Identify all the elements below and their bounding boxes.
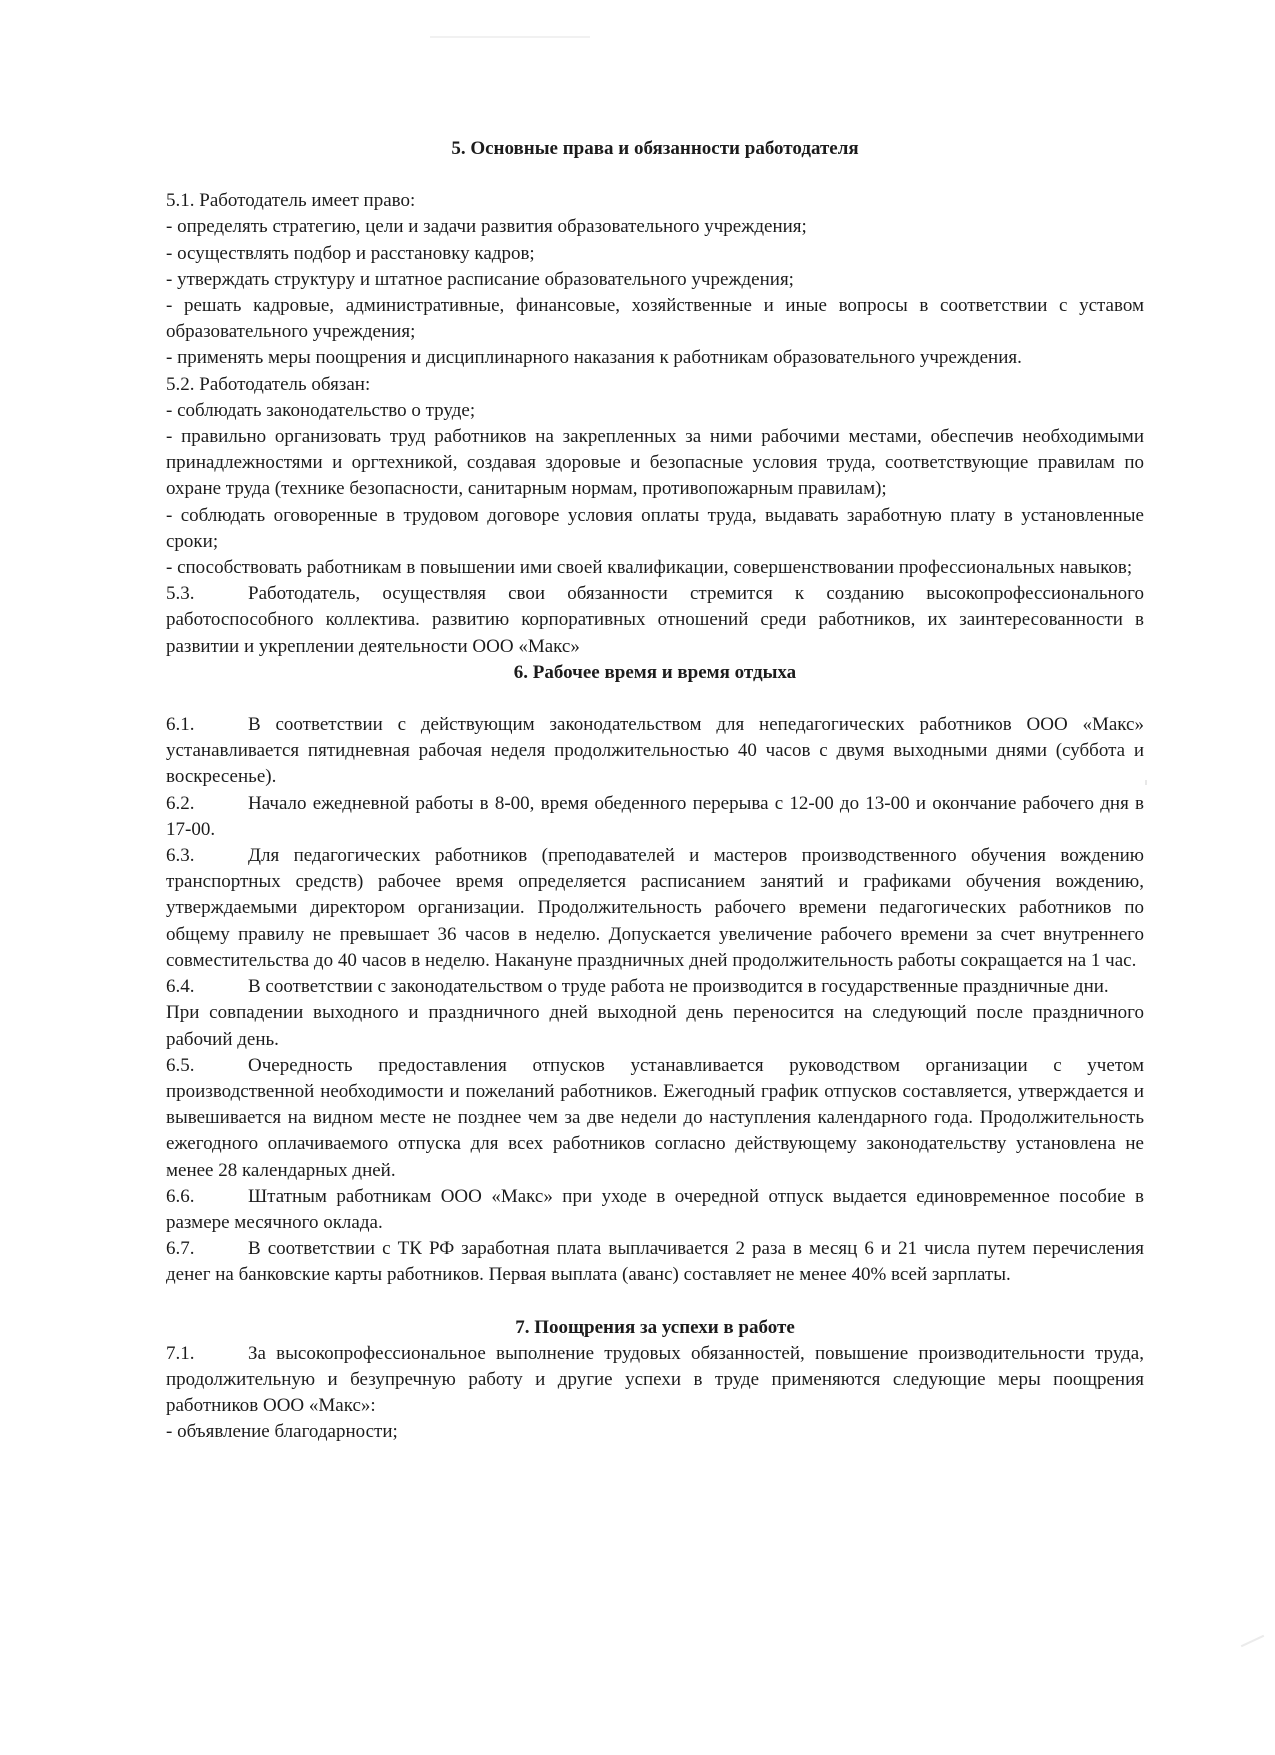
clause-number: 6.7. <box>166 1238 195 1260</box>
clause-text: Начало ежедневной работы в 8-00, время обеденного перерыва с 12-00 до 13-00 и окончание рабочего дня в 17-00. <box>166 792 1144 840</box>
clause-6-6 <box>166 1184 1144 1236</box>
clause-6-1 <box>166 712 1144 791</box>
clause-text: За высокопрофессиональное выполнение трудовых обязанностей, повышение производительности труда, продолжительную и безупречную работу и другие успехи в труде применяются следующие меры поощрения работников ООО «Макс»: <box>166 1342 1144 1417</box>
clause-number: 6.3. <box>166 845 195 867</box>
document-page <box>166 136 1144 1446</box>
clause-6-4 <box>166 974 1144 1000</box>
clause-5-1-item: - осуществлять подбор и расстановку кадров; <box>166 242 535 264</box>
clause-6-7 <box>166 1236 1144 1288</box>
clause-6-2 <box>166 791 1144 843</box>
clause-number: 5.3. <box>166 583 195 605</box>
clause-5-2-item: - правильно организовать труд работников на закрепленных за ними рабочими местами, обеспечив необходимыми принадлежностями и оргтехникой, создавая здоровые и безопасные условия труда, соответствующие правилам по охране труда (технике безопасности, санитарным нормам, противопожарным правилам); <box>166 426 1144 500</box>
clause-number: 7.1. <box>166 1342 195 1364</box>
clause-number: 6.4. <box>166 976 195 998</box>
clause-text: Для педагогических работников (преподавателей и мастеров производственного обучения вождению транспортных средств) рабочее время определяется расписанием занятий и графиками обучения вождению, утверждаемыми директором организации. Продолжительность рабочего времени педагогических работников по общему правилу не превышает 36 часов в неделю. Допускается увеличение рабочего времени за счет внутреннего совместительства до 40 часов в неделю. Накануне праздничных дней продолжительность работы сокращается на 1 час. <box>166 845 1144 971</box>
clause-text: Работодатель, осуществляя свои обязанности стремится к созданию высокопрофессионального работоспособного коллектива. развитию корпоративных отношений среди работников, их заинтересованности в развитии и укреплении деятельности ООО «Макс» <box>166 583 1144 657</box>
section-6-heading: 6. Рабочее время и время отдыха <box>513 661 797 683</box>
clause-5-3 <box>166 581 1144 660</box>
clause-5-1-item: - определять стратегию, цели и задачи развития образовательного учреждения; <box>166 216 807 238</box>
clause-5-2-item: - способствовать работникам в повышении ими своей квалификации, совершенствовании профессиональных навыков; <box>166 557 1133 579</box>
clause-number: 6.1. <box>166 714 195 736</box>
scan-artifact-margin <box>1145 780 1147 785</box>
section-5-heading: 5. Основные права и обязанности работодателя <box>451 138 859 159</box>
clause-5-1-item: - утверждать структуру и штатное расписание образовательного учреждения; <box>166 268 794 290</box>
section-7-heading: 7. Поощрения за успехи в работе <box>515 1316 795 1338</box>
scan-artifact-top <box>430 36 590 38</box>
clause-7-1 <box>166 1341 1144 1420</box>
clause-6-4-continuation: При совпадении выходного и праздничного дней выходной день переносится на следующий после праздничного рабочий день. <box>166 1002 1144 1050</box>
clause-5-1-item: - решать кадровые, административные, финансовые, хозяйственные и иные вопросы в соответствии с уставом образовательного учреждения; <box>166 295 1144 343</box>
clause-text: В соответствии с законодательством о труде работа не производится в государственные праздничные дни. <box>248 976 1109 998</box>
clause-number: 6.2. <box>166 792 195 814</box>
clause-5-2-item: - соблюдать оговоренные в трудовом договоре условия оплаты труда, выдавать заработную плату в установленные сроки; <box>166 504 1144 552</box>
clause-7-1-item: - объявление благодарности; <box>166 1421 398 1443</box>
clause-5-2-title: 5.2. Работодатель обязан: <box>166 373 371 395</box>
clause-6-3 <box>166 843 1144 974</box>
clause-text: Очередность предоставления отпусков устанавливается руководством организации с учетом производственной необходимости и пожеланий работников. Ежегодный график отпусков составляется, утверждается и вывешивается на видном месте не позднее чем за две недели до наступления календарного года. Продолжительность ежегодного оплачиваемого отпуска для всех работников согласно действующему законодательству установлена не менее 28 календарных дней. <box>166 1054 1144 1181</box>
clause-text: Штатным работникам ООО «Макс» при уходе в очередной отпуск выдается единовременное пособие в размере месячного оклада. <box>166 1185 1144 1233</box>
clause-5-2-item: - соблюдать законодательство о труде; <box>166 399 476 421</box>
clause-text: В соответствии с ТК РФ заработная плата выплачивается 2 раза в месяц 6 и 21 числа путем перечисления денег на банковские карты работников. Первая выплата (аванс) составляет не менее 40% всей зарплаты. <box>166 1238 1144 1286</box>
clause-5-1-item: - применять меры поощрения и дисциплинарного наказания к работникам образовательного учреждения. <box>166 347 1022 369</box>
clause-5-1-title: 5.1. Работодатель имеет право: <box>166 190 416 212</box>
scan-artifact-bottom-right <box>1241 1635 1265 1647</box>
clause-6-5 <box>166 1053 1144 1184</box>
clause-number: 6.6. <box>166 1185 195 1207</box>
clause-text: В соответствии с действующим законодательством для непедагогических работников ООО «Макс» устанавливается пятидневная рабочая неделя продолжительностью 40 часов с двумя выходными днями (суббота и воскресенье). <box>166 714 1144 788</box>
clause-number: 6.5. <box>166 1054 195 1076</box>
